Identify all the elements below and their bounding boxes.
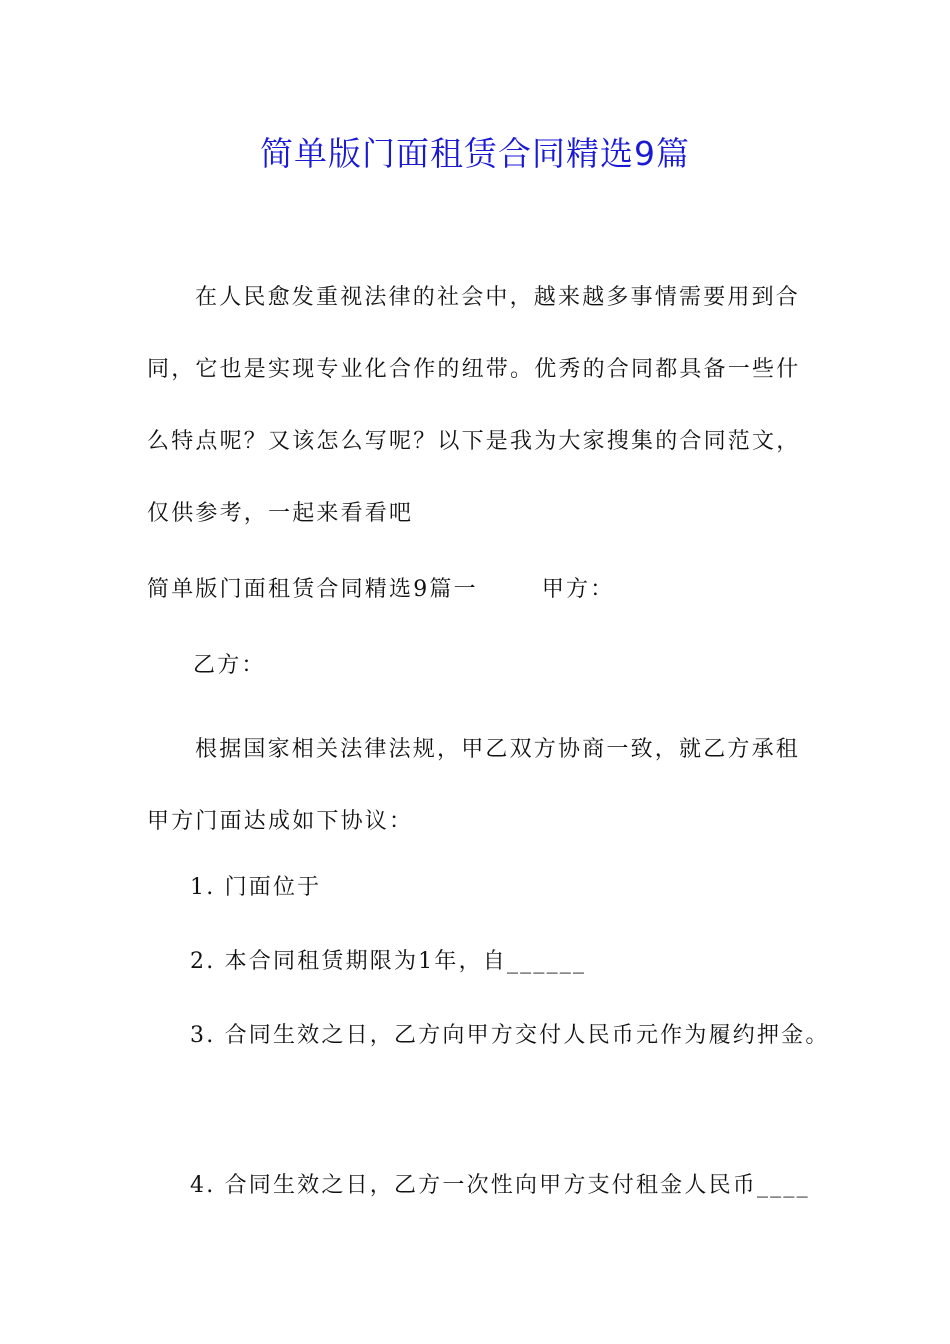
intro-paragraph: 在人民愈发重视法律的社会中，越来越多事情需要用到合同，它也是实现专业化合作的纽带。优秀的合同都具备一些什么特点呢？又该怎么写呢？以下是我为大家搜集的合同范文，仅供参考，一起来看看吧 (147, 285, 801, 526)
section-heading-text: 简单版门面租赁合同精选9篇一 (147, 577, 478, 602)
clause-item-1: 1. 门面位于 (190, 875, 322, 900)
clause-item-4: 4. 合同生效之日，乙方一次性向甲方支付租金人民币____ (190, 1173, 810, 1198)
document-title: 简单版门面租赁合同精选9篇 (260, 134, 690, 173)
party-a-label: 甲方： (541, 577, 615, 602)
section-heading (147, 572, 614, 603)
party-b-label: 乙方： (193, 653, 266, 678)
lead-paragraph: 根据国家相关法律法规，甲乙双方协商一致，就乙方承租甲方门面达成如下协议： (147, 737, 801, 834)
clause-item-2: 2. 本合同租赁期限为1年，自______ (190, 949, 587, 974)
clause-item-3: 3. 合同生效之日，乙方向甲方交付人民币元作为履约押金。 (190, 1023, 830, 1048)
